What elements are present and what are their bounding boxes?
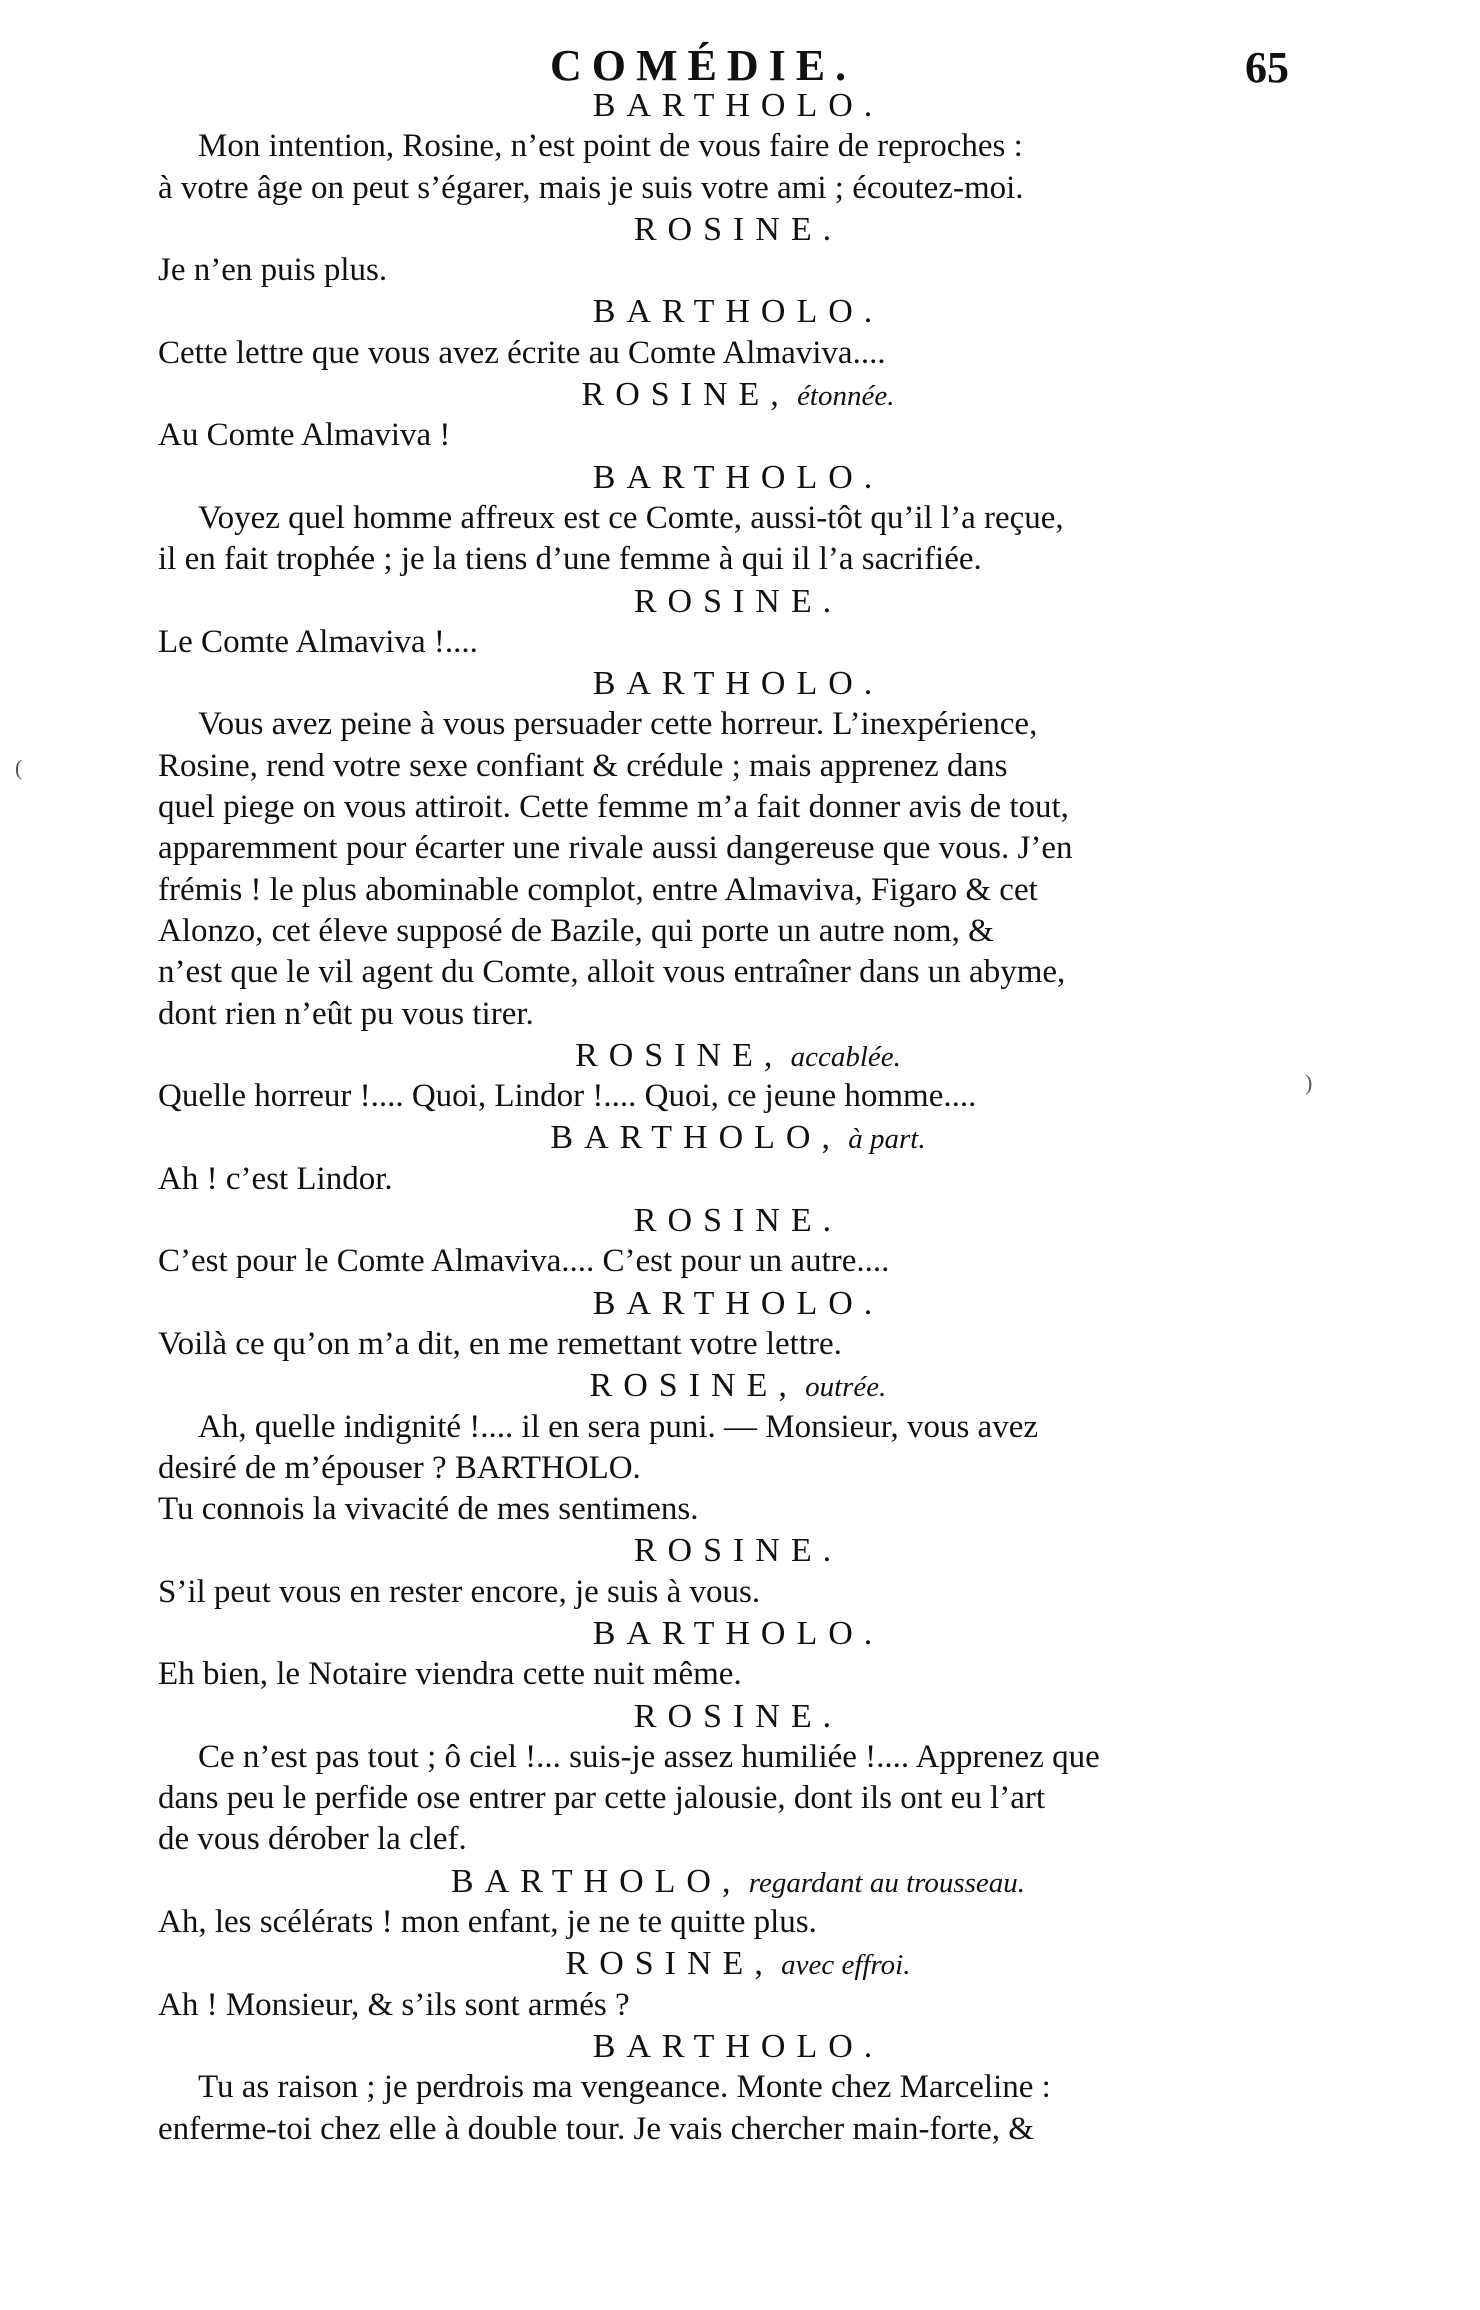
speaker-heading — [158, 374, 1318, 415]
dialogue-line: enferme-toi chez elle à double tour. Je vais chercher main-forte, & — [158, 2110, 1034, 2147]
dialogue-line: Vous avez peine à vous persuader cette horreur. L’inexpérience, — [198, 706, 1038, 743]
speaker-heading — [158, 1613, 1318, 1654]
stage-direction: regardant au trousseau. — [741, 1866, 1026, 1899]
speaker-heading — [158, 1530, 1318, 1571]
speaker-name: BARTHOLO. — [592, 665, 884, 703]
speaker-heading — [158, 457, 1318, 498]
dialogue-line: C’est pour le Comte Almaviva.... C’est pour un autre.... — [158, 1243, 890, 1280]
speaker-name: BARTHOLO. — [592, 1284, 884, 1322]
play-text — [158, 85, 1318, 2150]
dialogue-line: frémis ! le plus abominable complot, entre Almaviva, Figaro & cet — [158, 871, 1038, 908]
dialogue-line: dans peu le perfide ose entrer par cette jalousie, dont ils ont eu l’art — [158, 1780, 1046, 1817]
speaker-name: BARTHOLO, — [550, 1119, 841, 1157]
speaker-name: ROSINE. — [633, 1697, 843, 1735]
dialogue-line: quel piege on vous attiroit. Cette femme m’a fait donner avis de tout, — [158, 789, 1069, 826]
dialogue-line: Tu as raison ; je perdrois ma vengeance. Monte chez Marceline : — [198, 2069, 1051, 2106]
speaker-heading — [158, 1283, 1318, 1324]
speaker-heading — [158, 1035, 1318, 1076]
speaker-heading — [158, 581, 1318, 622]
dialogue-line: S’il peut vous en rester encore, je suis à vous. — [158, 1573, 761, 1610]
speaker-heading — [158, 209, 1318, 250]
dialogue-line: Ah ! Monsieur, & s’ils sont armés ? — [158, 1986, 630, 2023]
dialogue-line: Ah ! c’est Lindor. — [158, 1160, 393, 1197]
dialogue-line: de vous dérober la clef. — [158, 1821, 467, 1858]
speaker-name: ROSINE. — [633, 1532, 843, 1570]
dialogue-line: Je n’en puis plus. — [158, 252, 388, 289]
stage-direction: à part. — [840, 1123, 926, 1156]
dialogue-line: Cette lettre que vous avez écrite au Comte Almaviva.... — [158, 334, 886, 371]
speaker-name: BARTHOLO. — [592, 293, 884, 331]
dialogue-line: desiré de m’épouser ? BARTHOLO. — [158, 1449, 641, 1486]
stage-direction: étonnée. — [789, 380, 895, 413]
dialogue-line: à votre âge on peut s’égarer, mais je suis votre ami ; écoutez-moi. — [158, 169, 1024, 206]
dialogue-line: Ah, quelle indignité !.... il en sera puni. — Monsieur, vous avez — [198, 1408, 1039, 1445]
stage-direction: accablée. — [783, 1040, 901, 1073]
speaker-name: ROSINE. — [633, 210, 843, 248]
margin-speck: ( — [15, 755, 23, 780]
dialogue-line: Eh bien, le Notaire viendra cette nuit même. — [158, 1656, 742, 1693]
running-title: COMÉDIE. — [550, 41, 857, 90]
speaker-name: ROSINE, — [589, 1367, 798, 1405]
dialogue-line: Mon intention, Rosine, n’est point de vous faire de reproches : — [198, 128, 1023, 165]
dialogue-line: Tu connois la vivacité de mes sentimens. — [158, 1491, 699, 1528]
dialogue-line: Rosine, rend votre sexe confiant & crédule ; mais apprenez dans — [158, 747, 1008, 784]
speaker-heading — [158, 2026, 1318, 2067]
speaker-name: ROSINE. — [633, 1202, 843, 1240]
margin-speck: ) — [1305, 1070, 1313, 1095]
dialogue-line: n’est que le vil agent du Comte, alloit vous entraîner dans un abyme, — [158, 954, 1066, 991]
speaker-name: BARTHOLO. — [592, 1614, 884, 1652]
speaker-heading — [158, 1365, 1318, 1406]
speaker-heading — [158, 1943, 1318, 1984]
dialogue-line: Alonzo, cet éleve supposé de Bazile, qui porte un autre nom, & — [158, 912, 994, 949]
stage-direction: avec effroi. — [773, 1949, 911, 1982]
dialogue-line: Ce n’est pas tout ; ô ciel !... suis-je assez humiliée !.... Apprenez que — [198, 1738, 1100, 1775]
speaker-name: ROSINE. — [633, 582, 843, 620]
dialogue-line: Quelle horreur !.... Quoi, Lindor !.... Quoi, ce jeune homme.... — [158, 1078, 977, 1115]
dialogue-line: Ah, les scélérats ! mon enfant, je ne te quitte plus. — [158, 1904, 817, 1941]
speaker-heading — [158, 663, 1318, 704]
speaker-name: BARTHOLO. — [592, 458, 884, 496]
dialogue-line: apparemment pour écarter une rivale aussi dangereuse que vous. J’en — [158, 830, 1073, 867]
speaker-heading — [158, 1200, 1318, 1241]
speaker-heading — [158, 291, 1318, 332]
speaker-name: ROSINE, — [575, 1036, 784, 1074]
dialogue-line: Voilà ce qu’on m’a dit, en me remettant votre lettre. — [158, 1325, 842, 1362]
speaker-heading — [158, 1861, 1318, 1902]
dialogue-line: Le Comte Almaviva !.... — [158, 623, 478, 660]
dialogue-line: il en fait trophée ; je la tiens d’une femme à qui il l’a sacrifiée. — [158, 541, 982, 578]
speaker-name: BARTHOLO. — [592, 2027, 884, 2065]
dialogue-line: dont rien n’eût pu vous tirer. — [158, 995, 534, 1032]
speaker-name: BARTHOLO, — [450, 1862, 742, 1900]
speaker-heading — [158, 85, 1318, 126]
speaker-heading — [158, 1696, 1318, 1737]
speaker-name: ROSINE, — [565, 1945, 774, 1983]
page-number: 65 — [1245, 43, 1289, 92]
dialogue-line: Voyez quel homme affreux est ce Comte, aussi-tôt qu’il l’a reçue, — [198, 499, 1064, 536]
dialogue-line: Au Comte Almaviva ! — [158, 417, 451, 454]
stage-direction: outrée. — [797, 1371, 887, 1404]
speaker-heading — [158, 1117, 1318, 1158]
speaker-name: ROSINE, — [581, 376, 790, 414]
speaker-name: BARTHOLO. — [592, 87, 884, 124]
